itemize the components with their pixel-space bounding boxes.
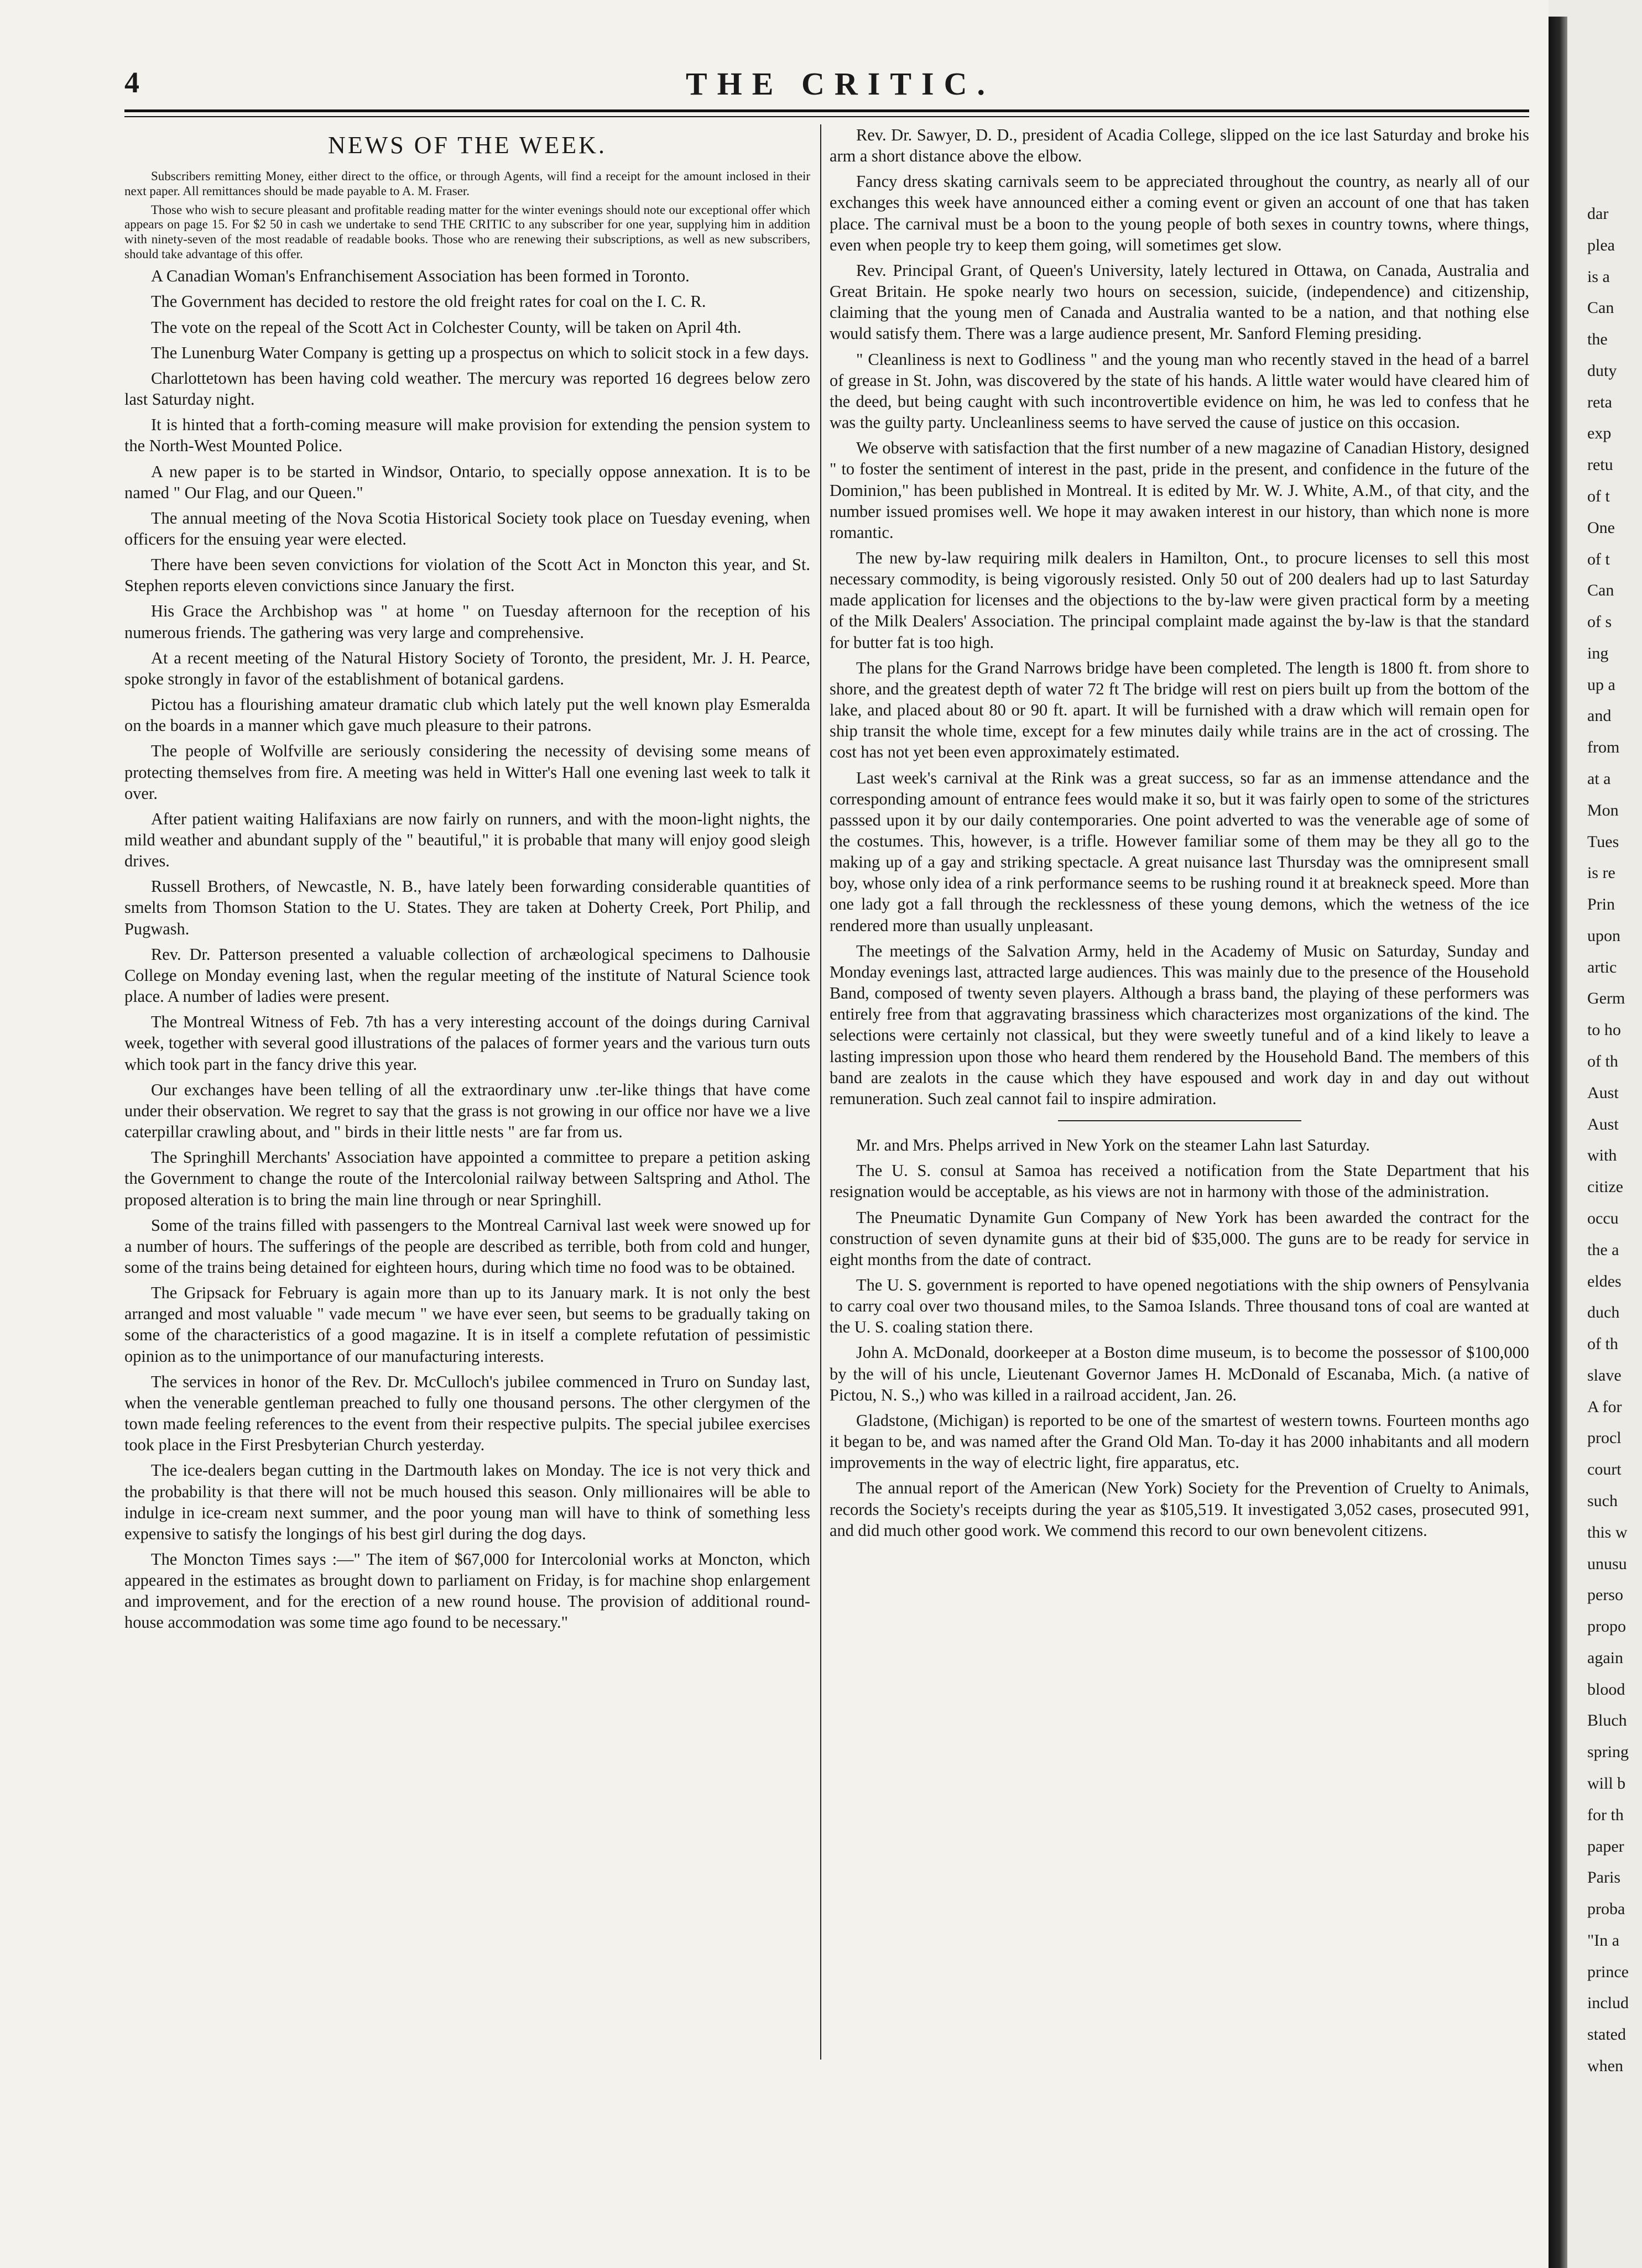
page-fragment-text: citize [1587, 1178, 1623, 1196]
news-item: " Cleanliness is next to Godliness " and the young man who recently staved in the head of a barrel of grease in St. John, was discovered by the state of his hands. A little water would have cleared him of the deed, but being caught with such incontrovertible evidence on him, he was led to confess that he was the guilty party. Uncleanliness seems to have served the cause of justice on this occasion. [830, 349, 1529, 432]
column-divider [820, 124, 821, 2060]
page-fragment-text: of s [1587, 613, 1612, 631]
page-fragment-text: this w [1587, 1523, 1628, 1541]
news-item: The ice-dealers began cutting in the Dartmouth lakes on Monday. The ice is not very thick and the probability is that there will not be much housed this season. Only millionaires will be able to indulge in ice-cream next summer, and the poor young man will have to think of something less expensive to satisfy the longings of his best girl during the dog days. [124, 1461, 810, 1543]
news-item: The new by-law requiring milk dealers in Hamilton, Ont., to procure licenses to sell this most necessary commodity, is being vigorously resisted. Only 50 out of 200 dealers had up to last Saturday made application for licenses and the objections to the by-law were given practical form by a meeting of the Milk Dealers' Association. The principal complaint made against the by-law is that the standard for butter fat is too high. [830, 548, 1529, 652]
page-fragment-text: One [1587, 518, 1615, 537]
page-fragment-text: reta [1587, 393, 1612, 411]
page-fragment-text: Can [1587, 581, 1614, 600]
page-fragment-text: Can [1587, 299, 1614, 317]
page-fragment-text: with [1587, 1146, 1617, 1165]
page-fragment-text: of th [1587, 1335, 1618, 1354]
news-item: The Montreal Witness of Feb. 7th has a very interesting account of the doings during Carnival week, together with several good illustrations of the palaces of former years and the various turn outs which took part in the fancy drive this year. [124, 1012, 810, 1074]
page-fragment-text: includ [1587, 1994, 1629, 2013]
page-fragment-text: Aust [1587, 1115, 1619, 1133]
news-item: Pictou has a flourishing amateur dramatic club which lately put the well known play Esmeralda on the boards in a manner which gave much pleasure to their patrons. [124, 695, 810, 735]
page-fragment-text: duty [1587, 361, 1617, 380]
page-fragment-text: dar [1587, 205, 1609, 223]
page-fragment-text: is re [1587, 864, 1615, 882]
page-fragment-text: artic [1587, 958, 1617, 976]
header-rule-thin [124, 116, 1529, 117]
page-fragment-text: Bluch [1587, 1711, 1627, 1730]
page-fragment-text: exp [1587, 424, 1612, 443]
page-fragment-text: spring [1587, 1743, 1629, 1762]
left-news-list [124, 265, 810, 1633]
header-rule [124, 109, 1529, 112]
page-fragment-text: procl [1587, 1429, 1622, 1447]
news-item: After patient waiting Halifaxians are now fairly on runners, and with the moon-light nights, the mild weather and abundant supply of the " beautiful," it is probable that many will enjoy good sleigh drives. [124, 809, 810, 871]
page-fragment-text: prince [1587, 1962, 1629, 1981]
news-item: The annual meeting of the Nova Scotia Historical Society took place on Tuesday evening, when officers for the ensuing year were elected. [124, 508, 810, 548]
news-item: At a recent meeting of the Natural History Society of Toronto, the president, Mr. J. H. Pearce, spoke strongly in favor of the establishment of botanical gardens. [124, 648, 810, 688]
news-item: Fancy dress skating carnivals seem to be appreciated throughout the country, as nearly all of our exchanges this week have announced either a coming event or given an account of one that has taken place. The carnival must be a boon to the young people of both sexes in country towns, where things, even when people try to keep them going, will sometimes get slow. [830, 172, 1529, 254]
news-item: The people of Wolfville are seriously considering the necessity of devising some means of protecting themselves from fire. A meeting was held in Witter's Hall one evening last week to talk it over. [124, 741, 810, 803]
page-fragment-text: Tues [1587, 832, 1619, 851]
page-fragment-text: Germ [1587, 989, 1625, 1008]
page-fragment-text: from [1587, 738, 1620, 757]
page-fragment-text: slave [1587, 1366, 1622, 1384]
page-fragment-text: A for [1587, 1397, 1622, 1416]
news-item: The vote on the repeal of the Scott Act in Colchester County, will be taken on April 4th. [151, 317, 742, 337]
news-item: The U. S. government is reported to have opened negotiations with the ship owners of Pensylvania to carry coal over two thousand miles, to the Samoa Islands. Three thousand tons of coal are wanted at the U. S. coaling station there. [830, 1275, 1529, 1337]
section-separator [1058, 1120, 1301, 1121]
news-item: There have been seven convictions for violation of the Scott Act in Moncton this year, and St. Stephen reports eleven convictions since January the first. [124, 555, 810, 595]
subscriber-notice: Subscribers remitting Money, either direct to the office, or through Agents, will find a receipt for the amount inclosed in their next paper. All remittances should be made payable to A. M. Fraser. [124, 169, 810, 198]
news-item: Rev. Dr. Sawyer, D. D., president of Acadia College, slipped on the ice last Saturday and broke his arm a short distance above the elbow. [830, 126, 1529, 166]
section-title: NEWS OF THE WEEK. [328, 132, 607, 159]
winter-offer-notice: Those who wish to secure pleasant and profitable reading matter for the winter evenings should note our exceptional offer which appears on page 15. For $2 50 in cash we undertake to send THE CRITIC to any subscriber for one year, supplying him in addition with ninety-seven of the most readable of readable books. Those who are renewing their subscriptions, as well as new subscribers, should take advantage of this offer. [124, 202, 810, 261]
news-item: Some of the trains filled with passengers to the Montreal Carnival last week were snowed up for a number of hours. The sufferings of the people are described as terrible, both from cold and hunger, some of the trains being detained for eighteen hours, during which time no food was to be obtained. [124, 1215, 810, 1277]
page-binding-shadow [1549, 17, 1567, 2268]
page-fragment-text: occu [1587, 1209, 1619, 1227]
news-item: Rev. Dr. Patterson presented a valuable collection of archæological specimens to Dalhousie College on Monday evening last, when the regular meeting of the institute of Natural Science took place. A number of ladies were present. [124, 944, 810, 1006]
page-fragment-text: of t [1587, 550, 1610, 568]
news-item: The Government has decided to restore the old freight rates for coal on the I. C. R. [151, 292, 706, 311]
page-fragment-text: unusu [1587, 1554, 1627, 1573]
middle-news-list [830, 124, 1529, 1109]
news-item: The Moncton Times says :—" The item of $67,000 for Intercolonial works at Moncton, which appeared in the estimates as brought down to parliament on Friday, is for machine shop enlargement and improvement, and for the erection of a new round house. The provision of additional round-house accommodation was some time ago found to be necessary." [124, 1550, 810, 1632]
page-fragment-text: Mon [1587, 801, 1619, 819]
page-fragment-text: to ho [1587, 1021, 1621, 1039]
news-item: Rev. Principal Grant, of Queen's University, lately lectured in Ottawa, on Canada, Australia and Great Britain. He spoke nearly two hours on secession, suicide, (independence) and citizenship, claiming that the young men of Canada and Australia wanted to be a nation, and that nothing else would satisfy them. There was a large audience present, Mr. Sanford Fleming presiding. [830, 260, 1529, 343]
page-fragment-text: of th [1587, 1052, 1618, 1071]
page-fragment-text: court [1587, 1460, 1622, 1479]
page-fragment-text: propo [1587, 1617, 1626, 1636]
masthead: THE CRITIC. [686, 66, 995, 102]
page-fragment-text: such [1587, 1491, 1618, 1510]
page-fragment-text: retu [1587, 456, 1613, 474]
page-fragment-text: plea [1587, 236, 1615, 254]
news-item: John A. McDonald, doorkeeper at a Boston dime museum, is to become the possessor of $100,000 by the will of his uncle, Lieutenant Governor James H. McDonald of Escanaba, Mich. (a native of Pictou, N. S.,) who was killed in a railroad accident, Jan. 26. [830, 1343, 1529, 1404]
news-item: The annual report of the American (New York) Society for the Prevention of Cruelty to Animals, records the Society's receipts during the year as $105,519. It investigated 3,052 cases, prosecuted 991, and did much other good work. We commend this record to our own benevolent citizens. [830, 1478, 1529, 1540]
news-item: We observe with satisfaction that the first number of a new magazine of Canadian History, designed " to foster the sentiment of interest in the past, pride in the present, and confidence in the future of the Dominion," has been published in Montreal. It is edited by Mr. W. J. White, A.M., of that city, and the number issued promises well. We hope it may awaken interest in our history, than which none is more romantic. [830, 438, 1529, 542]
page-fragment-text: "In a [1587, 1931, 1620, 1950]
page-fragment-text: again [1587, 1648, 1623, 1667]
page-fragment-text: Prin [1587, 895, 1615, 914]
page-fragment-text: paper [1587, 1837, 1624, 1856]
news-item: A new paper is to be started in Windsor, Ontario, to specially oppose annexation. It is to be named " Our Flag, and our Queen." [124, 462, 810, 502]
page-fragment-text: proba [1587, 1900, 1625, 1919]
foreign-news-list [830, 1135, 1529, 1541]
page-fragment-text: for th [1587, 1805, 1624, 1824]
page-fragment-text: is a [1587, 267, 1610, 286]
page-fragment-text: stated [1587, 2025, 1626, 2044]
page-fragment-text: will b [1587, 1774, 1626, 1793]
page-fragment-text: ing [1587, 644, 1609, 662]
news-item: Mr. and Mrs. Phelps arrived in New York on the steamer Lahn last Saturday. [856, 1136, 1370, 1155]
page-fragment-text: duch [1587, 1303, 1620, 1322]
news-item: The Springhill Merchants' Association have appointed a committee to prepare a petition asking the Government to change the route of the Intercolonial railway between Saltspring and Athol. The proposed alteration is to bring the main line through or near Springhill. [124, 1148, 810, 1209]
news-item: Our exchanges have been telling of all the extraordinary unw .ter-like things that have come under their observation. We regret to say that the grass is not growing in our office nor have we a live caterpillar crawling about, and " birds in their little nests " are far from us. [124, 1080, 810, 1142]
middle-column [830, 124, 1529, 2071]
news-item: The Pneumatic Dynamite Gun Company of New York has been awarded the contract for the construction of seven dynamite guns at their bid of $35,000. The guns are to be ready for service in eight months from the date of contract. [830, 1208, 1529, 1269]
news-item: Gladstone, (Michigan) is reported to be one of the smartest of western towns. Fourteen months ago it began to be, and was named after the Grand Old Man. To-day it has 2000 inhabitants and all modern improvements in the way of electric light, fire apparatus, etc. [830, 1410, 1529, 1472]
adjacent-page-strip [1549, 0, 1642, 2268]
news-item: The meetings of the Salvation Army, held in the Academy of Music on Saturday, Sunday and Monday evenings last, attracted large audiences. This was mainly due to the presence of the Household Band, composed of twenty seven players. Although a brass band, the playing of these performers was entirely free from that aggravating brassiness which characterizes most organizations of the kind. The selections were certainly not classical, but they were sweetly tuneful and of a kind likely to leave a lasting impression upon those who heard them rendered by the Household Band. The members of this band are zealots in the cause which they have espoused and work day in and day out without remuneration. Such zeal cannot fail to inspire admiration. [830, 941, 1529, 1108]
news-item: It is hinted that a forth-coming measure will make provision for extending the pension system to the North-West Mounted Police. [124, 415, 810, 456]
page-fragment-text: the [1587, 330, 1608, 349]
page-fragment-text: perso [1587, 1586, 1623, 1605]
page-fragment-text: when [1587, 2057, 1623, 2075]
page-fragment-text: up a [1587, 675, 1615, 694]
news-item: Charlottetown has been having cold weather. The mercury was reported 16 degrees below zero last Saturday night. [124, 368, 810, 409]
news-item: His Grace the Archbishop was " at home " on Tuesday afternoon for the reception of his numerous friends. The gathering was very large and comprehensive. [124, 602, 810, 642]
page-fragment-text: and [1587, 707, 1612, 725]
page-fragment-text: at a [1587, 770, 1611, 788]
news-item: The Gripsack for February is again more than up to its January mark. It is not only the best arranged and most valuable " vade mecum " we have ever seen, but seems to be gradually taking on some of the characteristics of a good magazine. It is in itself a complete refutation of pessimistic opinion as to the unimportance of our manufacturing interests. [124, 1283, 810, 1366]
news-item: The U. S. consul at Samoa has received a notification from the State Department that his resignation would be acceptable, as his views are not in harmony with those of the administration. [830, 1161, 1529, 1201]
page-fragment-text: of t [1587, 487, 1610, 506]
page-fragment-text: eldes [1587, 1272, 1622, 1290]
news-item: Last week's carnival at the Rink was a great success, so far as an immense attendance and the corresponding amount of entrance fees would make it so, but it was fairly open to some of the strictures passsed upon it by our daily contemporaries. One point adverted to was the venerable age of some of the costumes. This, however, is a trifle. However familiar some of them may be they all go to the making up of a gay and striking spectacle. A great nuisance last Thursday was the omnipresent small boy, whose only idea of a rink performance seems to be rushing round it at breakneck speed. More than one lady got a fall through the recklessness of these young demons, which the wetness of the ice rendered more than usually unpleasant. [830, 768, 1529, 935]
news-item: The Lunenburg Water Company is getting up a prospectus on which to solicit stock in a few days. [151, 343, 809, 362]
page-fragment-text: blood [1587, 1680, 1625, 1699]
news-item: A Canadian Woman's Enfranchisement Association has been formed in Toronto. [151, 266, 690, 286]
news-item: The plans for the Grand Narrows bridge have been completed. The length is 1800 ft. from shore to shore, and the greatest depth of water 72 ft The bridge will rest on piers built up from the bottom of the lake, and placed about 80 or 90 ft. apart. It will be furnished with a draw which will remain open for ship transit the whole time, except for a few minutes daily while trains are in the act of crossing. The cost has not yet been even approximately estimated. [830, 658, 1529, 762]
news-item: The services in honor of the Rev. Dr. McCulloch's jubilee commenced in Truro on Sunday last, when the venerable gentleman preached to fully one thousand persons. The other clergymen of the town made feeling references to the event from their respective pulpits. The special jubilee exercises took place in the First Presbyterian Church yesterday. [124, 1372, 810, 1455]
page-fragment-text: upon [1587, 926, 1620, 945]
left-column [124, 124, 810, 2071]
page-fragment-text: Aust [1587, 1083, 1619, 1102]
page-fragment-text: Paris [1587, 1868, 1620, 1887]
page-fragment-text: the a [1587, 1240, 1619, 1259]
news-item: Russell Brothers, of Newcastle, N. B., have lately been forwarding considerable quantities of smelts from Thomson Station to the U. States. They are taken at Doherty Creek, Port Philip, and Pugwash. [124, 877, 810, 938]
page-number: 4 [124, 66, 139, 99]
